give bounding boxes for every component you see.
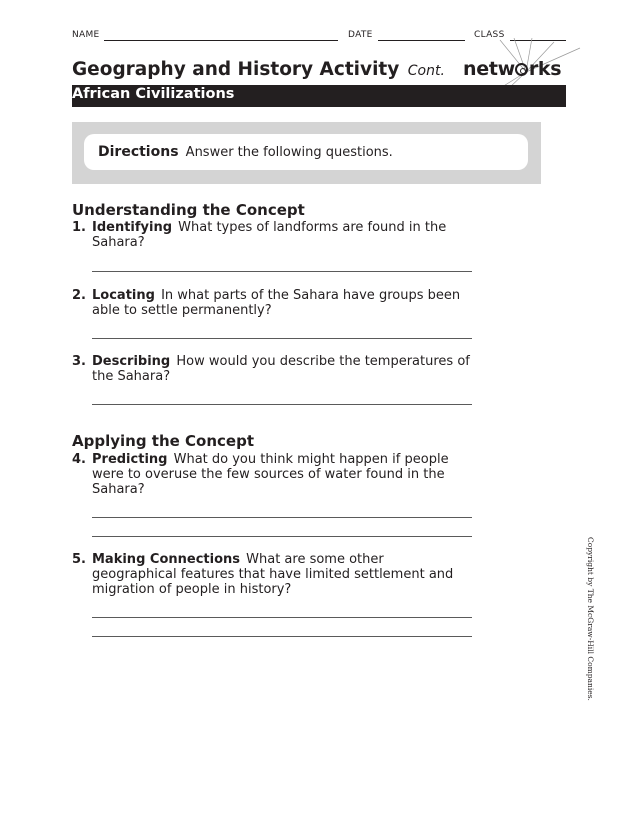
- question-1-keyword: Identifying: [92, 220, 173, 235]
- logo-text-start: netw: [463, 58, 515, 80]
- question-1-number: 1.: [72, 220, 86, 235]
- question-4-keyword: Predicting: [92, 452, 168, 467]
- date-field[interactable]: [378, 40, 465, 41]
- question-2-number: 2.: [72, 288, 86, 303]
- class-label: CLASS: [474, 30, 505, 40]
- answer-line-5b[interactable]: [92, 636, 472, 637]
- page-title: [72, 59, 445, 80]
- answer-line-3a[interactable]: [92, 404, 472, 405]
- section-applying: Applying the Concept: [72, 432, 254, 450]
- directions-body: Answer the following questions.: [185, 145, 393, 160]
- question-5: [92, 552, 472, 597]
- logo-globe-icon: [515, 63, 528, 76]
- answer-line-4b[interactable]: [92, 536, 472, 537]
- answer-line-1a[interactable]: [92, 271, 472, 272]
- section-understanding: Understanding the Concept: [72, 201, 305, 219]
- question-5-keyword: Making Connections: [92, 552, 240, 567]
- question-3-text: How would you describe the temperatures of the Sahara?: [92, 354, 470, 384]
- question-2-keyword: Locating: [92, 288, 155, 303]
- directions-label: Directions: [98, 144, 179, 160]
- question-1-text: What types of landforms are found in the Sahara?: [92, 220, 447, 250]
- directions-text: [98, 144, 393, 160]
- question-4-number: 4.: [72, 452, 86, 467]
- name-field[interactable]: [104, 40, 338, 41]
- question-3-keyword: Describing: [92, 354, 171, 369]
- date-label: DATE: [348, 30, 373, 40]
- question-3-number: 3.: [72, 354, 86, 369]
- band-title: African Civilizations: [72, 86, 235, 102]
- copyright-notice: Copyright by The McGraw-Hill Companies.: [586, 537, 595, 701]
- name-label: NAME: [72, 30, 100, 40]
- question-5-number: 5.: [72, 552, 86, 567]
- title-main: Geography and History Activity: [72, 59, 400, 80]
- question-4: [92, 452, 472, 497]
- question-1: [92, 220, 472, 250]
- logo-text-end: rks: [528, 58, 562, 80]
- question-5-text: What are some other geographical features that have limited settlement and migration of people in history?: [92, 552, 454, 597]
- networks-logo: [463, 58, 561, 80]
- question-2: [92, 288, 472, 318]
- answer-line-5a[interactable]: [92, 617, 472, 618]
- answer-line-4a[interactable]: [92, 517, 472, 518]
- question-3: [92, 354, 472, 384]
- question-4-text: What do you think might happen if people were to overuse the few sources of water found in the Sahara?: [92, 452, 449, 497]
- question-2-text: In what parts of the Sahara have groups been able to settle permanently?: [92, 288, 461, 318]
- answer-line-2a[interactable]: [92, 338, 472, 339]
- title-cont: Cont.: [407, 63, 445, 79]
